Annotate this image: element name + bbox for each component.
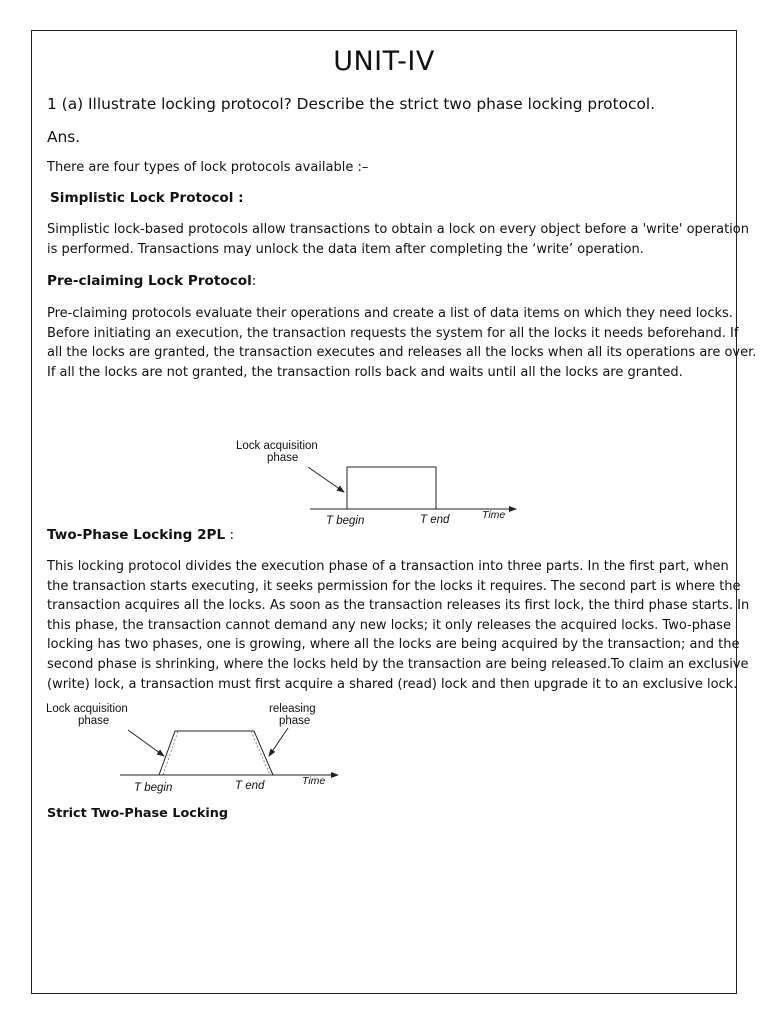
- diagram2-acq-arrow: [128, 730, 164, 756]
- diagram1-label-line2: phase: [267, 452, 299, 464]
- paragraph-line: Simplistic lock-based protocols allow transactions to obtain a lock on every object before a 'write' operation: [47, 222, 749, 237]
- diagram1-lock-box: [347, 467, 436, 509]
- paragraph-line: transaction acquires all the locks. As soon as the transaction releases its first lock, the third phase starts. In: [47, 598, 750, 614]
- diagram2-t-begin: T begin: [134, 782, 173, 794]
- diagram1-label-line1: Lock acquisition: [236, 440, 318, 452]
- preclaiming-diagram: [220, 430, 530, 530]
- simplistic-heading: Simplistic Lock Protocol :: [50, 190, 244, 206]
- diagram2-t-end: T end: [235, 780, 265, 792]
- paragraph-line: Pre-claiming protocols evaluate their operations and create a list of data items on which they need locks.: [47, 306, 733, 321]
- preclaiming-heading-text: Pre-claiming Lock Protocol: [47, 273, 252, 289]
- paragraph-line: this phase, the transaction cannot demand any new locks; it only releases the acquired locks. Two-phase: [47, 617, 731, 633]
- two-phase-heading-text: Two-Phase Locking 2PL: [47, 527, 226, 543]
- diagram2-rel-line2: phase: [279, 715, 311, 727]
- paragraph-line: (write) lock, a transaction must first acquire a shared (read) lock and then upgrade it to an exclusive lock.: [47, 676, 738, 692]
- diagram2-time-label: Time: [302, 775, 326, 787]
- diagram2-rel-arrow: [269, 728, 288, 756]
- paragraph-line: is performed. Transactions may unlock the data item after completing the ‘write’ operation.: [47, 241, 644, 257]
- diagram2-rel-line1: releasing: [269, 703, 316, 715]
- question-text: 1 (a) Illustrate locking protocol? Describe the strict two phase locking protocol.: [47, 95, 656, 113]
- simplistic-paragraph: [47, 220, 749, 259]
- heading-colon: :: [251, 273, 257, 289]
- paragraph-line: This locking protocol divides the execution phase of a transaction into three parts. In the first part, when: [47, 559, 729, 574]
- strict-2pl-heading: Strict Two-Phase Locking: [47, 806, 229, 821]
- intro-text: There are four types of lock protocols available :–: [47, 160, 369, 175]
- diagram2-shrinking-edge: [251, 731, 270, 775]
- diagram1-t-end: T end: [420, 514, 450, 526]
- two-phase-heading: [47, 527, 234, 543]
- answer-label: Ans.: [47, 128, 81, 146]
- paragraph-line: Before initiating an execution, the transaction requests the system for all the locks it needs beforehand. If: [47, 325, 739, 341]
- paragraph-line: all the locks are granted, the transaction executes and releases all the locks when all its operations are over.: [47, 345, 757, 361]
- preclaiming-paragraph: [47, 304, 757, 382]
- diagram1-time-label: Time: [482, 509, 506, 521]
- paragraph-line: locking has two phases, one is growing, where all the locks are being acquired by the transaction; and the: [47, 637, 740, 653]
- diagram2-trapezoid: [159, 731, 273, 775]
- heading-colon: :: [225, 527, 235, 543]
- paragraph-line: the transaction starts executing, it seeks permission for the locks it requires. The second part is where the: [47, 578, 741, 594]
- preclaiming-heading: [47, 273, 256, 289]
- diagram1-pointer-arrow: [308, 467, 344, 492]
- two-phase-diagram: [40, 698, 360, 798]
- diagram2-acq-line1: Lock acquisition: [46, 703, 128, 715]
- page-title: UNIT-IV: [333, 46, 435, 77]
- diagram2-acq-line2: phase: [78, 715, 110, 727]
- diagram2-growing-edge: [163, 731, 178, 775]
- two-phase-paragraph: [47, 557, 750, 694]
- diagram1-t-begin: T begin: [326, 515, 365, 527]
- paragraph-line: If all the locks are not granted, the transaction rolls back and waits until all the locks are granted.: [47, 364, 683, 380]
- paragraph-line: second phase is shrinking, where the locks held by the transaction are being released.To claim an exclusive: [47, 656, 749, 672]
